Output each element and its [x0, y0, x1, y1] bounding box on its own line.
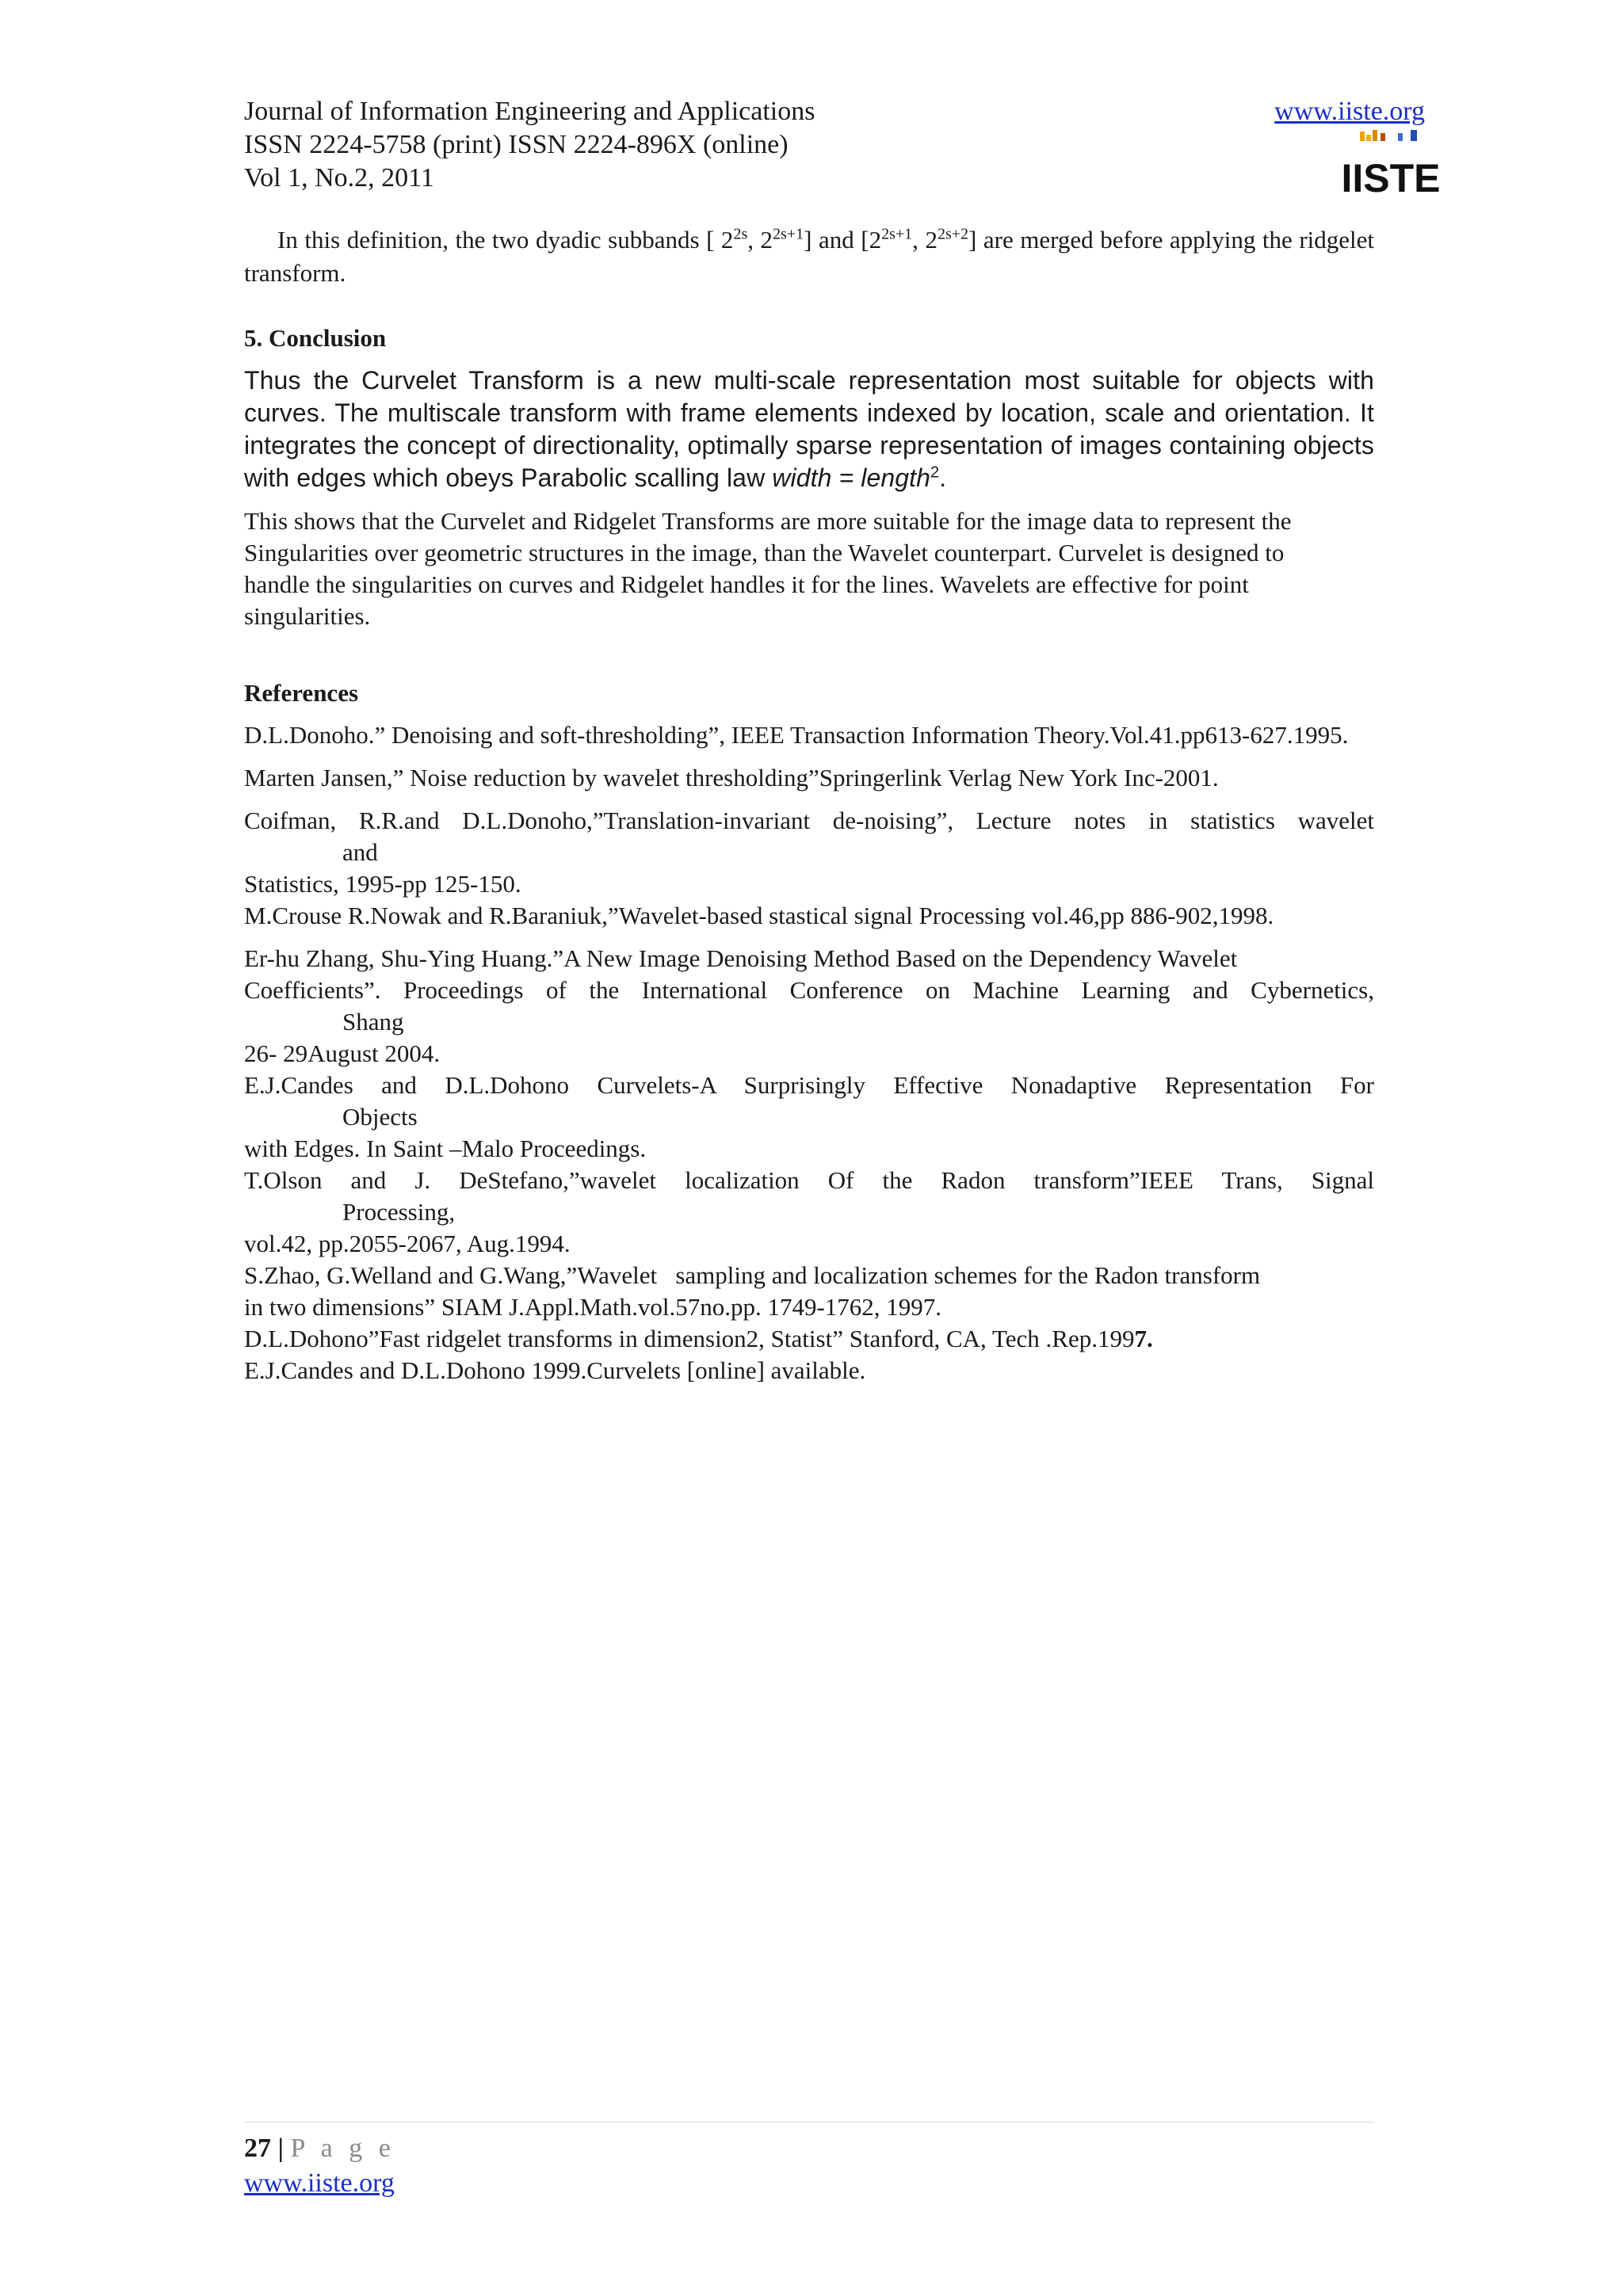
reference-line: Coefficients”. Proceedings of the International Conference on Machine Learning and Cybernetics, — [244, 976, 1374, 1004]
intro-text-4: , 2 — [912, 226, 938, 254]
page-number: 27 — [244, 2134, 271, 2163]
volume-line: Vol 1, No.2, 2011 — [244, 163, 434, 193]
conclusion-paragraph — [244, 364, 1374, 494]
reference-item — [244, 1260, 1374, 1323]
reference-item — [244, 805, 1374, 900]
intro-text-5: ] are merged before applying the ridgelet transform. — [244, 226, 1375, 287]
main-content — [244, 223, 1374, 1386]
logo-text: IISTE — [1341, 156, 1441, 200]
reference-bold-text: 7. — [1134, 1325, 1153, 1352]
reference-line: vol.42, pp.2055-2067, Aug.1994. — [244, 1230, 571, 1257]
intro-text-3: ] and [2 — [804, 226, 882, 254]
references-list — [244, 719, 1374, 1386]
reference-item: D.L.Donoho.” Denoising and soft-thresholding”, IEEE Transaction Information Theory.Vol.41.pp613-627.1995. — [244, 721, 1349, 749]
reference-line: and — [342, 838, 378, 866]
page-header — [244, 95, 1425, 195]
intro-sup-4: 2s+2 — [937, 225, 969, 243]
footer-website-link[interactable]: www.iiste.org — [244, 2168, 395, 2198]
page-separator: | — [271, 2134, 291, 2163]
conclusion-period: . — [939, 463, 947, 492]
conclusion-line: Singularities over geometric structures in the image, than the Wavelet counterpart. Curvelet is designed to — [244, 539, 1285, 566]
page-footer — [244, 2131, 395, 2201]
page-word: P a g e — [290, 2134, 395, 2163]
scaling-law-exponent: 2 — [930, 463, 940, 482]
reference-line: Objects — [342, 1103, 418, 1131]
reference-line: Processing, — [342, 1198, 456, 1226]
reference-item — [244, 1070, 1374, 1165]
intro-sup-1: 2s — [733, 225, 748, 243]
intro-sup-3: 2s+1 — [881, 225, 913, 243]
reference-line: S.Zhao, G.Welland and G.Wang,”Wavelet sampling and localization schemes for the Radon transform — [244, 1261, 1261, 1289]
conclusion-text: Thus the Curvelet Transform is a new multi-scale representation most suitable for objects with curves. The multiscale transform with frame elements indexed by location, scale and orientation. It integrates the concept of directionality, optimally sparse representation of images containing objects with edges which obeys Parabolic scalling law — [244, 366, 1374, 492]
page-number-line — [244, 2131, 395, 2166]
reference-text: D.L.Dohono”Fast ridgelet transforms in dimension2, Statist” Stanford, CA, Tech .Rep.199 — [244, 1325, 1135, 1352]
reference-item — [244, 1165, 1374, 1260]
reference-line: 26- 29August 2004. — [244, 1039, 441, 1067]
intro-text-1: In this definition, the two dyadic subbands [ 2 — [277, 226, 734, 254]
intro-text-2: , 2 — [747, 226, 773, 254]
reference-item: E.J.Candes and D.L.Dohono 1999.Curvelets [online] available. — [244, 1356, 866, 1384]
reference-line: Coifman, R.R.and D.L.Donoho,”Translation-invariant de-noising”, Lecture notes in statistics wavelet — [244, 807, 1374, 834]
reference-line: in two dimensions” SIAM J.Appl.Math.vol.57no.pp. 1749-1762, 1997. — [244, 1293, 942, 1321]
conclusion-line: handle the singularities on curves and Ridgelet handles it for the lines. Wavelets are effective for point singularities. — [244, 570, 1249, 630]
reference-item: Marten Jansen,” Noise reduction by wavelet thresholding”Springerlink Verlag New York Inc-2001. — [244, 764, 1219, 791]
scaling-law: width = length — [772, 463, 931, 492]
conclusion-extra — [244, 505, 1374, 632]
intro-sup-2: 2s+1 — [773, 225, 804, 243]
intro-paragraph — [244, 223, 1374, 290]
reference-item: M.Crouse R.Nowak and R.Baraniuk,”Wavelet-based stastical signal Processing vol.46,pp 886-902,1998. — [244, 902, 1274, 929]
reference-line: Er-hu Zhang, Shu-Ying Huang.”A New Image Denoising Method Based on the Dependency Wavelet — [244, 944, 1238, 972]
reference-line: T.Olson and J. DeStefano,”wavelet localization Of the Radon transform”IEEE Trans, Signal — [244, 1166, 1374, 1194]
reference-line: Shang — [342, 1008, 404, 1035]
journal-title: Journal of Information Engineering and Applications — [244, 97, 815, 126]
conclusion-line: This shows that the Curvelet and Ridgelet Transforms are more suitable for the image data to represent the — [244, 507, 1292, 535]
reference-item — [244, 943, 1374, 1070]
reference-line: with Edges. In Saint –Malo Proceedings. — [244, 1135, 647, 1162]
references-heading: References — [244, 679, 359, 707]
header-website-link[interactable]: www.iiste.org — [1274, 97, 1425, 126]
reference-item — [244, 1323, 1374, 1355]
reference-line: E.J.Candes and D.L.Dohono Curvelets-A Surprisingly Effective Nonadaptive Representation For — [244, 1071, 1374, 1099]
iiste-logo — [1341, 127, 1441, 200]
reference-line: Statistics, 1995-pp 125-150. — [244, 870, 521, 898]
issn-line: ISSN 2224-5758 (print) ISSN 2224-896X (online) — [244, 130, 789, 159]
conclusion-heading: 5. Conclusion — [244, 324, 387, 352]
